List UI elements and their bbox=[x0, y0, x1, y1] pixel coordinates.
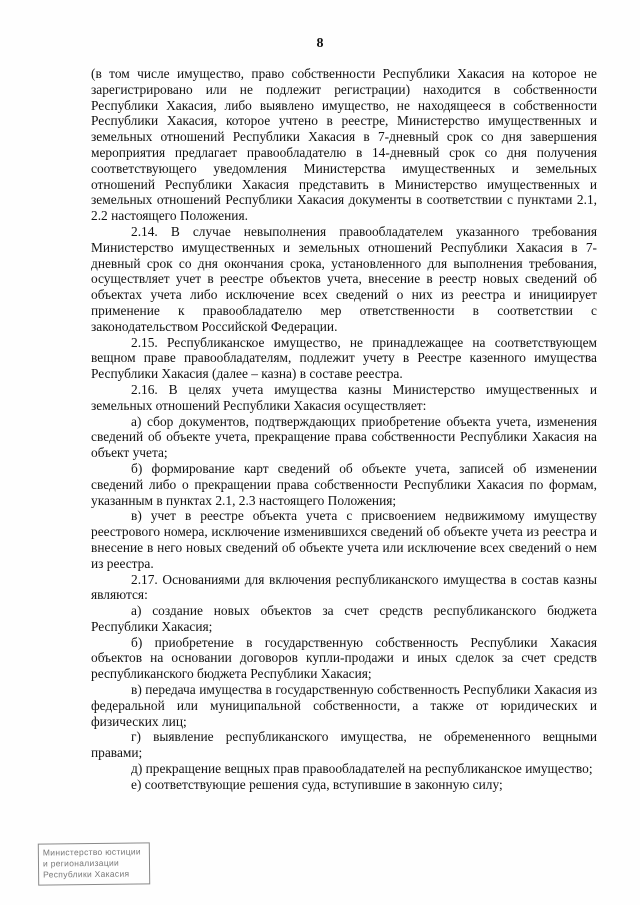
list-item-2-17-d: д) прекращение вещных прав правообладателей на республиканское имущество; bbox=[131, 761, 593, 777]
document-body bbox=[91, 66, 597, 793]
stamp-line: Республики Хакасия bbox=[43, 868, 130, 880]
paragraph-2-15: 2.15. Республиканское имущество, не принадлежащее на соответствующем вещном праве правообладателям, подлежит учету в Реестре казенного имущества Республики Хакасия (далее – казна) в составе реестра. bbox=[91, 334, 597, 382]
list-item-2-16-v: в) учет в реестре объекта учета с присвоением недвижимому имуществу реестрового номера, исключение изменившихся сведений об объекте учета из реестра и внесение в него новых сведений об объекте учета или исключение всех сведений о нем из реестра. bbox=[91, 508, 597, 571]
paragraph-2-14: 2.14. В случае невыполнения правообладателем указанного требования Министерство имущественных и земельных отношений Республики Хакасия в 7-дневный срок со дня окончания срока, установленного для выполнения требования, осуществляет учет в реестре объектов учета, внесение в реестр новых сведений об объектах учета либо исключение всех сведений о них из реестра и инициирует применение к правообладателю мер ответственности в соответствии с законодательством Российской Федерации. bbox=[91, 223, 597, 334]
paragraph-continuation: (в том числе имущество, право собственности Республики Хакасия на которое не зарегистрировано или не подлежит регистрации) находится в собственности Республики Хакасия, либо выявлено имущество, не находящееся в собственности Республики Хакасия, которое учтено в реестре, Министерство имущественных и земельных отношений Республики Хакасия в 7-дневный срок со дня завершения мероприятия предлагает правообладателю в 14-дневный срок со дня получения соответствующего уведомления Министерства имущественных и земельных отношений Республики Хакасия представить в Министерство имущественных и земельных отношений Республики Хакасия документы в соответствии с пунктами 2.1, 2.2 настоящего Положения. bbox=[91, 66, 597, 224]
page-number: 8 bbox=[316, 36, 324, 51]
stamp-line: и регионализации bbox=[42, 857, 120, 869]
list-item-2-16-a: а) сбор документов, подтверждающих приобретение объекта учета, изменения сведений об объекте учета, прекращение права собственности Республики Хакасия на объект учета; bbox=[91, 413, 597, 461]
list-item-2-17-v: в) передача имущества в государственную собственность Республики Хакасия из федеральной или муниципальной собственности, а также от юридических и физических лиц; bbox=[91, 682, 597, 729]
stamp-line: Министерство юстиции bbox=[42, 846, 141, 858]
list-item-2-17-b: б) приобретение в государственную собственность Республики Хакасия объектов на основании договоров купли-продажи и иных сделок за счет средств республиканского бюджета Республики Хакасия; bbox=[91, 634, 597, 682]
paragraph-2-17: 2.17. Основаниями для включения республиканского имущества в состав казны являются: bbox=[91, 571, 597, 603]
registration-stamp bbox=[38, 842, 150, 885]
list-item-2-17-g: г) выявление республиканского имущества, не обремененного вещными правами; bbox=[91, 729, 597, 761]
list-item-2-17-a: а) создание новых объектов за счет средств республиканского бюджета Республики Хакасия; bbox=[91, 603, 597, 634]
paragraph-2-16: 2.16. В целях учета имущества казны Министерство имущественных и земельных отношений Республики Хакасия осуществляет: bbox=[91, 381, 597, 413]
list-item-2-16-b: б) формирование карт сведений об объекте учета, записей об изменении сведений либо о прекращении права собственности Республики Хакасия по формам, указанным в пунктах 2.1, 2.3 настоящего Положения; bbox=[91, 460, 597, 508]
list-item-2-17-e: е) соответствующие решения суда, вступившие в законную силу; bbox=[131, 776, 503, 792]
